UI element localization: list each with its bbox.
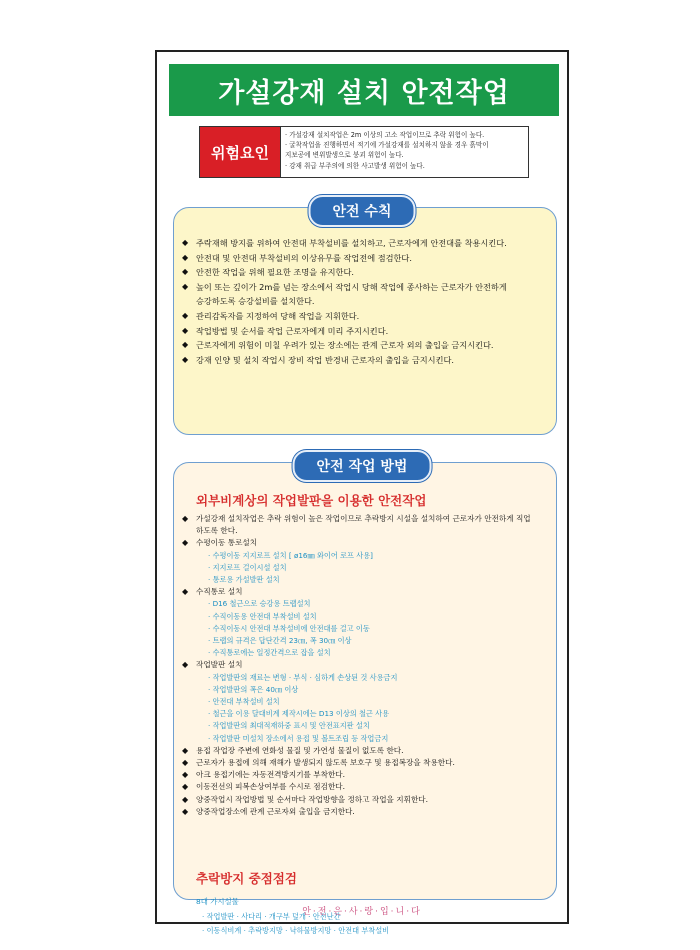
diamond-bullet-icon: ◆ — [182, 538, 189, 548]
rule-item: ◆ 안전한 작업을 위해 필요한 조명을 유지한다. — [182, 265, 550, 280]
diamond-bullet-icon: ◆ — [182, 354, 189, 364]
hazard-box — [199, 126, 529, 178]
method-group: ◆ 수평이동 통로설치 — [182, 537, 548, 549]
rule-item: ◆ 안전대 및 안전대 부착설비의 이상유무를 작업전에 점검한다. — [182, 251, 550, 266]
method-subitem: · 수직통로에는 일정간격으로 잡을 설치 — [208, 648, 331, 658]
method-subitem: · 트랩의 규격은 답단간격 23㎝, 폭 30㎝ 이상 — [208, 636, 352, 646]
method-subitem: · 수직이동용 안전대 부착설비 설치 — [208, 611, 317, 621]
hazard-line: · 가설강재 설치작업은 2m 이상의 고소 작업이므로 추락 위험이 높다. — [285, 131, 485, 139]
safety-rules-panel — [173, 207, 557, 435]
fall-prevention-row: · 이동식비계 · 추락방지망 · 낙하물방지망 · 안전대 부착설비 — [202, 926, 390, 935]
diamond-bullet-icon: ◆ — [182, 745, 189, 755]
method-subitem: · 지지로프 걸이시설 설치 — [208, 562, 287, 572]
method-subtitle: 외부비계상의 작업발판을 이용한 안전작업 — [196, 493, 427, 508]
diamond-bullet-icon: ◆ — [182, 794, 189, 804]
rule-item: ◆ 주락재해 방지를 위하여 안전대 부착설비를 설치하고, 근로자에게 안전대를 착용시킨다. — [182, 236, 550, 251]
poster-title: 가설강재 설치 안전작업 — [169, 64, 559, 116]
hazard-label: 위험요인 — [200, 127, 281, 177]
rule-item: ◆ 작업방법 및 순서를 작업 근로자에게 미리 주지시킨다. — [182, 324, 550, 339]
rule-item: ◆ 강재 인양 및 설치 작업시 장비 작업 반경내 근로자의 출입을 금지시킨다. — [182, 353, 550, 368]
safety-poster — [155, 50, 569, 935]
safety-rules-list — [182, 236, 550, 367]
method-item: ◆ 아크 용접기에는 자동전격방지기를 부착한다. — [182, 769, 548, 781]
method-subitem: · 수평이동 지지로프 설치 [ ø16㎜ 와이어 로프 사용] — [208, 550, 373, 560]
method-subitem: · 작업발판의 최대적재하중 표시 및 안전표지판 설치 — [208, 721, 370, 731]
method-subitem: · 안전대 부착설비 설치 — [208, 697, 280, 707]
method-subitem: · D16 철근으로 승강용 트랩설치 — [208, 599, 311, 609]
footer-slogan: 안·전·은·사·랑·입·니·다 — [302, 907, 422, 917]
diamond-bullet-icon: ◆ — [182, 310, 189, 320]
hazard-line: · 굴착작업을 진행하면서 적기에 가설강재를 설치하지 않을 경우 흙막이 — [285, 141, 489, 150]
method-item: ◆ 양중작업장소에 관계 근로자외 출입을 금지한다. — [182, 806, 548, 818]
diamond-bullet-icon: ◆ — [182, 281, 189, 291]
method-item-continued: 하도록 한다. — [196, 526, 238, 536]
work-method-heading: 안전 작업 방법 — [293, 450, 432, 482]
rule-item: ◆ 관리감독자를 지정하여 당해 작업을 지휘한다. — [182, 309, 550, 324]
rule-item: ◆ 근로자에게 위험이 미칠 우려가 있는 장소에는 관계 근로자 외의 출입을 금지시킨다. — [182, 338, 550, 353]
method-subitem: · 통로용 가설발판 설치 — [208, 575, 280, 585]
diamond-bullet-icon: ◆ — [182, 514, 189, 523]
method-item: ◆ 이동전선의 피복손상여부를 수시로 점검한다. — [182, 781, 548, 793]
diamond-bullet-icon: ◆ — [182, 587, 189, 597]
diamond-bullet-icon: ◆ — [182, 782, 189, 792]
diamond-bullet-icon: ◆ — [182, 252, 189, 262]
method-subitem: · 작업발판의 재료는 변형 · 부식 · 심하게 손상된 것 사용금지 — [208, 672, 398, 682]
rule-item: ◆ 높이 또는 깊이가 2m를 넘는 장소에서 작업시 당해 작업에 종사하는 근로자가 안전하게 — [182, 280, 550, 295]
method-item: ◆ 근로자가 용접에 의해 재해가 발생되지 않도록 보호구 및 용접복장을 착용한다. — [182, 757, 548, 769]
diamond-bullet-icon: ◆ — [182, 267, 189, 277]
diamond-bullet-icon: ◆ — [182, 340, 189, 350]
safety-rules-heading: 안전 수칙 — [309, 195, 416, 227]
hazard-line: 지보공에 변위발생으로 붕괴 위험이 높다. — [285, 151, 404, 160]
method-item: ◆ 가설강재 설치작업은 추락 위험이 높은 작업이므로 추락방지 시설을 설치하여 근로자가 안전하게 직업 — [182, 513, 548, 525]
diamond-bullet-icon: ◆ — [182, 770, 189, 780]
diamond-bullet-icon: ◆ — [182, 758, 189, 768]
method-item: ◆ 용접 작업장 주변에 연화성 물질 및 가연성 물질이 없도록 한다. — [182, 745, 548, 757]
diamond-bullet-icon: ◆ — [182, 325, 189, 335]
method-subitem: · 철근을 이용 달대비계 제작시에는 D13 이상의 철근 사용 — [208, 709, 390, 719]
method-item: ◆ 양중작업시 작업방법 및 순서마다 작업방향을 정하고 작업을 지휘한다. — [182, 794, 548, 806]
fall-prevention-row: · 작업발판 · 사다리 · 개구부 덮개 · 안전난간 — [202, 912, 341, 921]
method-subitem: · 수직이동시 안전대 부착설비에 안전대를 걸고 이동 — [208, 623, 370, 633]
hazard-line: · 강재 취급 부주의에 의한 사고발생 위험이 높다. — [285, 161, 425, 170]
method-group: ◆ 수직통로 설치 — [182, 586, 548, 598]
method-group: ◆ 작업발판 설치 — [182, 659, 548, 671]
diamond-bullet-icon: ◆ — [182, 660, 189, 670]
method-subitem: · 작업발판 미설치 장소에서 용접 및 볼트조립 등 작업금지 — [208, 733, 389, 743]
rule-item-continued: 승강하도록 승강설비를 설치한다. — [196, 296, 315, 307]
fall-prevention-head: 8대 가시설물 — [196, 897, 239, 906]
fall-prevention-title: 추락방지 중점점검 — [196, 871, 297, 886]
hazard-lines — [281, 127, 528, 177]
method-subitem: · 작업발판의 폭은 40㎝ 이상 — [208, 684, 299, 694]
diamond-bullet-icon: ◆ — [182, 238, 189, 247]
diamond-bullet-icon: ◆ — [182, 806, 189, 816]
method-list — [182, 513, 548, 818]
